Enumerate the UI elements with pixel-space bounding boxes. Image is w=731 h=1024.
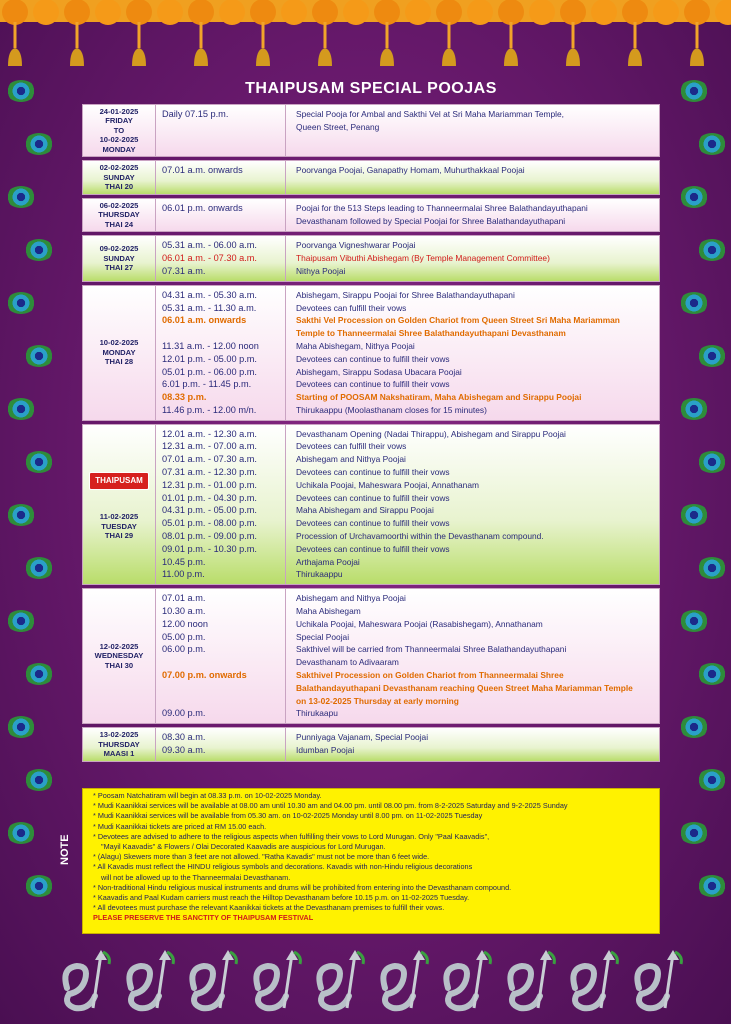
time-text: 11.46 p.m. - 12.00 m/n.	[162, 404, 257, 415]
event-text: Uchikala Poojai, Maheswara Poojai (Rasabishegam), Annathanam	[296, 618, 543, 629]
event-text: Devasthanam to Adivaaram	[296, 657, 399, 668]
event-column	[286, 199, 659, 231]
event-text: Devotees can continue to fulfill their vows	[296, 353, 450, 364]
time-text: 07.01 a.m. - 07.30 a.m.	[162, 454, 257, 465]
schedule-block	[82, 235, 660, 281]
peacock-feather-icon	[6, 398, 36, 420]
event-text: Devotees can continue to fulfill their vows	[296, 379, 450, 390]
time-text: 05.31 a.m. - 06.00 a.m.	[162, 240, 257, 251]
event-text: Punniyaga Vajanam, Special Poojai	[296, 732, 429, 743]
peacock-feather-icon	[24, 239, 54, 261]
time-text: 07.31 a.m.	[162, 265, 206, 276]
schedule-block	[82, 198, 660, 232]
time-text: 09.30 a.m.	[162, 745, 206, 756]
peacock-feather-icon	[6, 716, 36, 738]
date-line: 02-02-2025	[99, 163, 139, 173]
time-text: 10.30 a.m.	[162, 606, 206, 617]
event-column	[286, 161, 659, 193]
note-item: * Mudi Kaanikkai services will be available at 08.00 am until 10.30 am and 04.00 pm. until 08.00 pm. from 8-2-2025 Saturday and 9-2-2025 Sunday	[93, 801, 568, 811]
bell-icon	[628, 48, 642, 66]
date-line: TUESDAY	[101, 521, 137, 531]
time-text: 12.01 p.m. - 05.00 p.m.	[162, 353, 257, 364]
note-item: * Poosam Natchatiram will begin at 08.33 p.m. on 10-02-2025 Monday.	[93, 791, 322, 800]
vel-om-symbol-icon	[627, 948, 685, 1016]
marigold-flower-icon	[250, 0, 276, 25]
date-line: THURSDAY	[98, 210, 140, 220]
peacock-feather-icon	[24, 345, 54, 367]
event-text: Poorvanga Poojai, Ganapathy Homam, Muhurthakkaal Poojai	[296, 165, 525, 176]
event-text: Balathandayuthapani Devasthanam reaching Queen Street Maha Mariamman Temple	[296, 682, 633, 693]
peacock-feather-icon	[6, 610, 36, 632]
bell-icon	[442, 48, 456, 66]
date-line: 13-02-2025	[99, 730, 139, 740]
time-text: 07.01 a.m.	[162, 593, 206, 604]
event-text: Temple to Thanneermalai Shree Balathandayuthapani Devasthanam	[296, 328, 566, 339]
date-line: THAI 29	[104, 531, 134, 541]
time-text: 05.31 a.m. - 11.30 a.m.	[162, 302, 257, 313]
date-line: 12-02-2025	[99, 642, 139, 651]
peacock-feather-icon	[679, 716, 709, 738]
peacock-feather-icon	[6, 822, 36, 844]
peacock-feather-icon	[6, 186, 36, 208]
event-text: Maha Abishegam and Sirappu Poojai	[296, 505, 434, 516]
note-item: * All Kavadis must reflect the HINDU religious symbols and decorations. Kavadis with non-Hindu religious decorations	[93, 862, 473, 872]
marigold-flower-icon	[95, 0, 121, 25]
peacock-feather-icon	[6, 292, 36, 314]
vel-symbol-row	[55, 948, 685, 1020]
time-text: 05.00 p.m.	[162, 631, 206, 642]
event-text: Sakthivel will be carried from Thanneermalai Shree Balathandayuthapani	[296, 644, 567, 655]
marigold-flower-icon	[33, 0, 59, 25]
event-text: Sakthi Vel Procession on Golden Chariot from Queen Street Sri Maha Mariamman	[296, 315, 620, 326]
marigold-flower-icon	[64, 0, 90, 25]
date-line: 10-02-2025	[99, 135, 139, 145]
event-text: Devotees can continue to fulfill their vows	[296, 492, 450, 503]
time-column	[156, 589, 286, 723]
date-line: 24-01-2025	[99, 107, 139, 116]
time-column	[156, 161, 286, 193]
vel-om-symbol-icon	[563, 948, 621, 1016]
event-text: Thirukaappu	[296, 569, 343, 580]
bell-icon	[70, 48, 84, 66]
date-line: THAI 24	[104, 219, 134, 229]
schedule-block	[82, 160, 660, 194]
time-text: 06.01 a.m. - 07.30 a.m.	[162, 253, 257, 264]
peacock-feather-icon	[697, 345, 727, 367]
bell-icon	[504, 48, 518, 66]
event-text: Devotees can continue to fulfill their vows	[296, 467, 450, 478]
event-column	[286, 425, 659, 585]
peacock-feather-icon	[24, 875, 54, 897]
event-text: Idumban Poojai	[296, 745, 355, 756]
date-line: SUNDAY	[103, 253, 135, 263]
event-text: Abishegam and Nithya Poojai	[296, 593, 406, 604]
time-text: 05.01 p.m. - 06.00 p.m.	[162, 366, 257, 377]
time-text: 06.01 a.m. onwards	[162, 315, 247, 326]
marigold-flower-icon	[653, 0, 679, 25]
peacock-feather-icon	[679, 80, 709, 102]
event-text: Thirukaapu	[296, 708, 338, 719]
peacock-feather-icon	[697, 769, 727, 791]
event-text: Arthajama Poojai	[296, 556, 360, 567]
time-text: 06.01 p.m. onwards	[162, 202, 243, 213]
marigold-flower-icon	[622, 0, 648, 25]
vel-om-symbol-icon	[500, 948, 558, 1016]
peacock-feather-icon	[679, 292, 709, 314]
peacock-feather-icon	[679, 398, 709, 420]
time-text: 11.31 a.m. - 12.00 noon	[162, 340, 259, 351]
schedule-block	[82, 588, 660, 724]
date-cell	[83, 425, 156, 585]
date-line: FRIDAY	[105, 116, 133, 126]
date-line: 10-02-2025	[99, 338, 139, 348]
peacock-feather-icon	[697, 133, 727, 155]
event-text: Maha Abishegam, Nithya Poojai	[296, 340, 415, 351]
event-text: Abishegam, Sirappu Sodasa Ubacara Poojai	[296, 366, 462, 377]
time-text: Daily 07.15 p.m.	[162, 109, 229, 119]
bell-icon	[256, 48, 270, 66]
marigold-garland-icon	[0, 0, 731, 78]
time-text: 04.31 a.m. - 05.30 a.m.	[162, 289, 257, 300]
note-item: * Kaavadis and Paal Kudam carriers must reach the Hilltop Devasthanam before 10.15 p.m. on 11-02-2025 Tuesday.	[93, 893, 470, 903]
time-column	[156, 105, 286, 156]
peacock-feather-icon	[679, 610, 709, 632]
note-item: * (Alagu) Skewers more than 3 feet are not allowed. "Ratha Kavadis" must not be more than 6 feet wide.	[93, 852, 430, 862]
marigold-flower-icon	[312, 0, 338, 25]
bell-icon	[194, 48, 208, 66]
bell-icon	[380, 48, 394, 66]
time-text: 6.01 p.m. - 11.45 p.m.	[162, 379, 252, 390]
marigold-flower-icon	[374, 0, 400, 25]
marigold-flower-icon	[467, 0, 493, 25]
event-column	[286, 286, 659, 420]
date-line: WEDNESDAY	[94, 651, 144, 661]
time-text: 06.00 p.m.	[162, 644, 206, 655]
bell-icon	[8, 48, 22, 66]
time-text: 11.00 p.m.	[162, 569, 205, 580]
marigold-flower-icon	[126, 0, 152, 25]
event-text: Devotees can continue to fulfill their vows	[296, 518, 450, 529]
marigold-flower-icon	[498, 0, 524, 25]
marigold-flower-icon	[2, 0, 28, 25]
event-text: on 13-02-2025 Thursday at early morning	[296, 695, 459, 706]
marigold-flower-icon	[684, 0, 710, 25]
vel-om-symbol-icon	[373, 948, 431, 1016]
vel-om-symbol-icon	[55, 948, 113, 1016]
pooja-schedule-table	[82, 104, 660, 765]
schedule-block	[82, 424, 660, 586]
event-text: Devotees can continue to fulfill their vows	[296, 543, 450, 554]
date-line: MONDAY	[102, 144, 136, 154]
event-text: Starting of POOSAM Nakshatiram, Maha Abishegam and Sirappu Poojai	[296, 392, 582, 403]
event-text: Procession of Urchavamoorthi within the Devasthanam compound.	[296, 531, 544, 542]
event-text: Nithya Poojai	[296, 265, 346, 276]
time-text: 09.01 p.m. - 10.30 p.m.	[162, 543, 257, 554]
time-text: 07.00 p.m. onwards	[162, 670, 247, 681]
date-line: MONDAY	[102, 347, 136, 357]
note-label: NOTE	[59, 834, 71, 865]
time-text	[162, 121, 279, 134]
event-text: Devotees can fulfill their vows	[296, 441, 407, 452]
date-line: THAI 30	[104, 660, 134, 670]
left-peacock-border	[0, 80, 58, 940]
schedule-block	[82, 104, 660, 157]
event-text: Poorvanga Vigneshwarar Poojai	[296, 240, 416, 251]
event-text: Devasthanam followed by Special Poojai for Shree Balathandayuthapani	[296, 215, 566, 226]
time-text: 04.31 p.m. - 05.00 p.m.	[162, 505, 257, 516]
time-text: 07.01 a.m. onwards	[162, 165, 243, 176]
date-cell	[83, 199, 156, 231]
peacock-feather-icon	[679, 186, 709, 208]
marigold-flower-icon	[436, 0, 462, 25]
time-text: 09.00 p.m.	[162, 708, 206, 719]
time-column	[156, 728, 286, 760]
event-column	[286, 728, 659, 760]
marigold-flower-icon	[405, 0, 431, 25]
sanctity-notice: PLEASE PRESERVE THE SANCTITY OF THAIPUSAM FESTIVAL	[93, 913, 314, 923]
peacock-feather-icon	[24, 133, 54, 155]
note-item: * Devotees are advised to adhere to the religious aspects when fulfilling their vows to Lord Murugan. Only "Paal Kaavadis",	[93, 831, 490, 841]
event-text: Special Pooja for Ambal and Sakthi Vel at Sri Maha Mariamman Temple,	[296, 109, 564, 119]
marigold-flower-icon	[157, 0, 183, 25]
time-text: 08.30 a.m.	[162, 732, 206, 743]
note-item: "Mayil Kaavadis" & Flowers / Olai Decorated Kaavadis are auspicious for Lord Murugan.	[101, 842, 386, 852]
time-column	[156, 286, 286, 420]
date-line: 11-02-2025	[99, 512, 139, 522]
peacock-feather-icon	[24, 663, 54, 685]
note-item: * Mudi Kaanikkai services will be available from 05.30 am. on 10-02-2025 Monday until 8.00 pm. on 11-02-2025 Tuesday	[93, 811, 483, 821]
event-text: Thaipusam Vibuthi Abishegam (By Temple Management Committee)	[296, 253, 550, 264]
right-peacock-border	[673, 80, 731, 940]
peacock-feather-icon	[697, 451, 727, 473]
time-text: 08.01 p.m. - 09.00 p.m.	[162, 531, 257, 542]
bell-icon	[132, 48, 146, 66]
time-text: 07.31 a.m. - 12.30 p.m.	[162, 467, 257, 478]
time-text: 12.31 a.m. - 07.00 a.m.	[162, 441, 257, 452]
time-text: 01.01 p.m. - 04.30 p.m.	[162, 492, 257, 503]
time-text: 12.00 noon	[162, 618, 208, 629]
marigold-flower-icon	[219, 0, 245, 25]
date-cell	[83, 589, 156, 723]
event-text: Abishegam and Nithya Poojai	[296, 454, 406, 465]
page-title: THAIPUSAM SPECIAL POOJAS	[245, 80, 497, 97]
date-line: MAASI 1	[103, 749, 135, 759]
peacock-feather-icon	[24, 769, 54, 791]
vel-om-symbol-icon	[182, 948, 240, 1016]
time-column	[156, 199, 286, 231]
time-text	[162, 215, 279, 228]
event-column	[286, 236, 659, 280]
event-text: Devotees can fulfill their vows	[296, 302, 407, 313]
peacock-feather-icon	[697, 663, 727, 685]
peacock-feather-icon	[24, 557, 54, 579]
event-text: Devasthanam Opening (Nadai Thirappu), Abishegam and Sirappu Poojai	[296, 428, 566, 439]
marigold-flower-icon	[560, 0, 586, 25]
date-line: SUNDAY	[103, 172, 135, 182]
vel-om-symbol-icon	[436, 948, 494, 1016]
note-item: * All devotees must purchase the relevant Kaanikkai tickets at the Devasthanam premises to fulfill their vows.	[93, 903, 445, 913]
date-cell	[83, 728, 156, 760]
time-text: 12.31 p.m. - 01.00 p.m.	[162, 479, 257, 490]
peacock-feather-icon	[679, 504, 709, 526]
event-text: Sakthivel Procession on Golden Chariot from Thanneermalai Shree	[296, 670, 564, 681]
event-text: Special Poojai	[296, 631, 350, 642]
note-item: * Mudi Kaanikkai tickets are priced at RM 15.00 each.	[93, 821, 267, 831]
time-text	[162, 682, 279, 695]
date-line: THAI 27	[104, 263, 134, 273]
date-line: THAI 28	[104, 357, 134, 367]
date-line: THAI 20	[104, 182, 134, 192]
marigold-flower-icon	[591, 0, 617, 25]
marigold-flower-icon	[188, 0, 214, 25]
date-line: TO	[113, 125, 125, 135]
time-text	[162, 327, 279, 340]
date-line: 09-02-2025	[99, 244, 139, 254]
event-column	[286, 589, 659, 723]
event-column	[286, 105, 659, 156]
bell-icon	[690, 48, 704, 66]
date-line: 06-02-2025	[99, 200, 139, 210]
peacock-feather-icon	[679, 822, 709, 844]
peacock-feather-icon	[6, 80, 36, 102]
date-cell	[83, 236, 156, 280]
marigold-flower-icon	[343, 0, 369, 25]
peacock-feather-icon	[697, 557, 727, 579]
date-cell	[83, 286, 156, 420]
peacock-feather-icon	[697, 875, 727, 897]
note-item: will not be allowed up to the Thanneermalai Devasthanam.	[101, 872, 291, 882]
vel-om-symbol-icon	[246, 948, 304, 1016]
marigold-flower-icon	[281, 0, 307, 25]
vel-om-symbol-icon	[119, 948, 177, 1016]
bell-icon	[566, 48, 580, 66]
marigold-flower-icon	[529, 0, 555, 25]
schedule-block	[82, 285, 660, 421]
time-column	[156, 236, 286, 280]
time-text: 10.45 p.m.	[162, 556, 206, 567]
thaipusam-badge: THAIPUSAM	[89, 472, 149, 490]
date-line: THURSDAY	[98, 739, 140, 749]
time-text: 05.01 p.m. - 08.00 p.m.	[162, 518, 257, 529]
vel-om-symbol-icon	[309, 948, 367, 1016]
event-text: Thirukaappu (Moolasthanam closes for 15 minutes)	[296, 404, 487, 415]
event-text: Maha Abishegam	[296, 606, 361, 617]
date-cell	[83, 161, 156, 193]
event-text: Poojai for the 513 Steps leading to Thanneermalai Shree Balathandayuthapani	[296, 202, 588, 213]
event-text: Uchikala Poojai, Maheswara Poojai, Annathanam	[296, 479, 479, 490]
event-text: Queen Street, Penang	[296, 121, 380, 132]
time-text	[162, 695, 279, 708]
peacock-feather-icon	[24, 451, 54, 473]
note-item: * Non-traditional Hindu religious musical instruments and drums will be prohibited from entering into the Devasthanam compound.	[93, 882, 512, 892]
bell-icon	[318, 48, 332, 66]
event-text: Abishegam, Sirappu Poojai for Shree Balathandayuthapani	[296, 289, 515, 300]
schedule-block	[82, 727, 660, 761]
note-box	[82, 788, 660, 934]
peacock-feather-icon	[6, 504, 36, 526]
time-text: 12.01 a.m. - 12.30 a.m.	[162, 428, 257, 439]
time-text	[162, 656, 279, 669]
time-column	[156, 425, 286, 585]
time-text: 08.33 p.m.	[162, 392, 207, 403]
date-cell	[83, 105, 156, 156]
peacock-feather-icon	[697, 239, 727, 261]
